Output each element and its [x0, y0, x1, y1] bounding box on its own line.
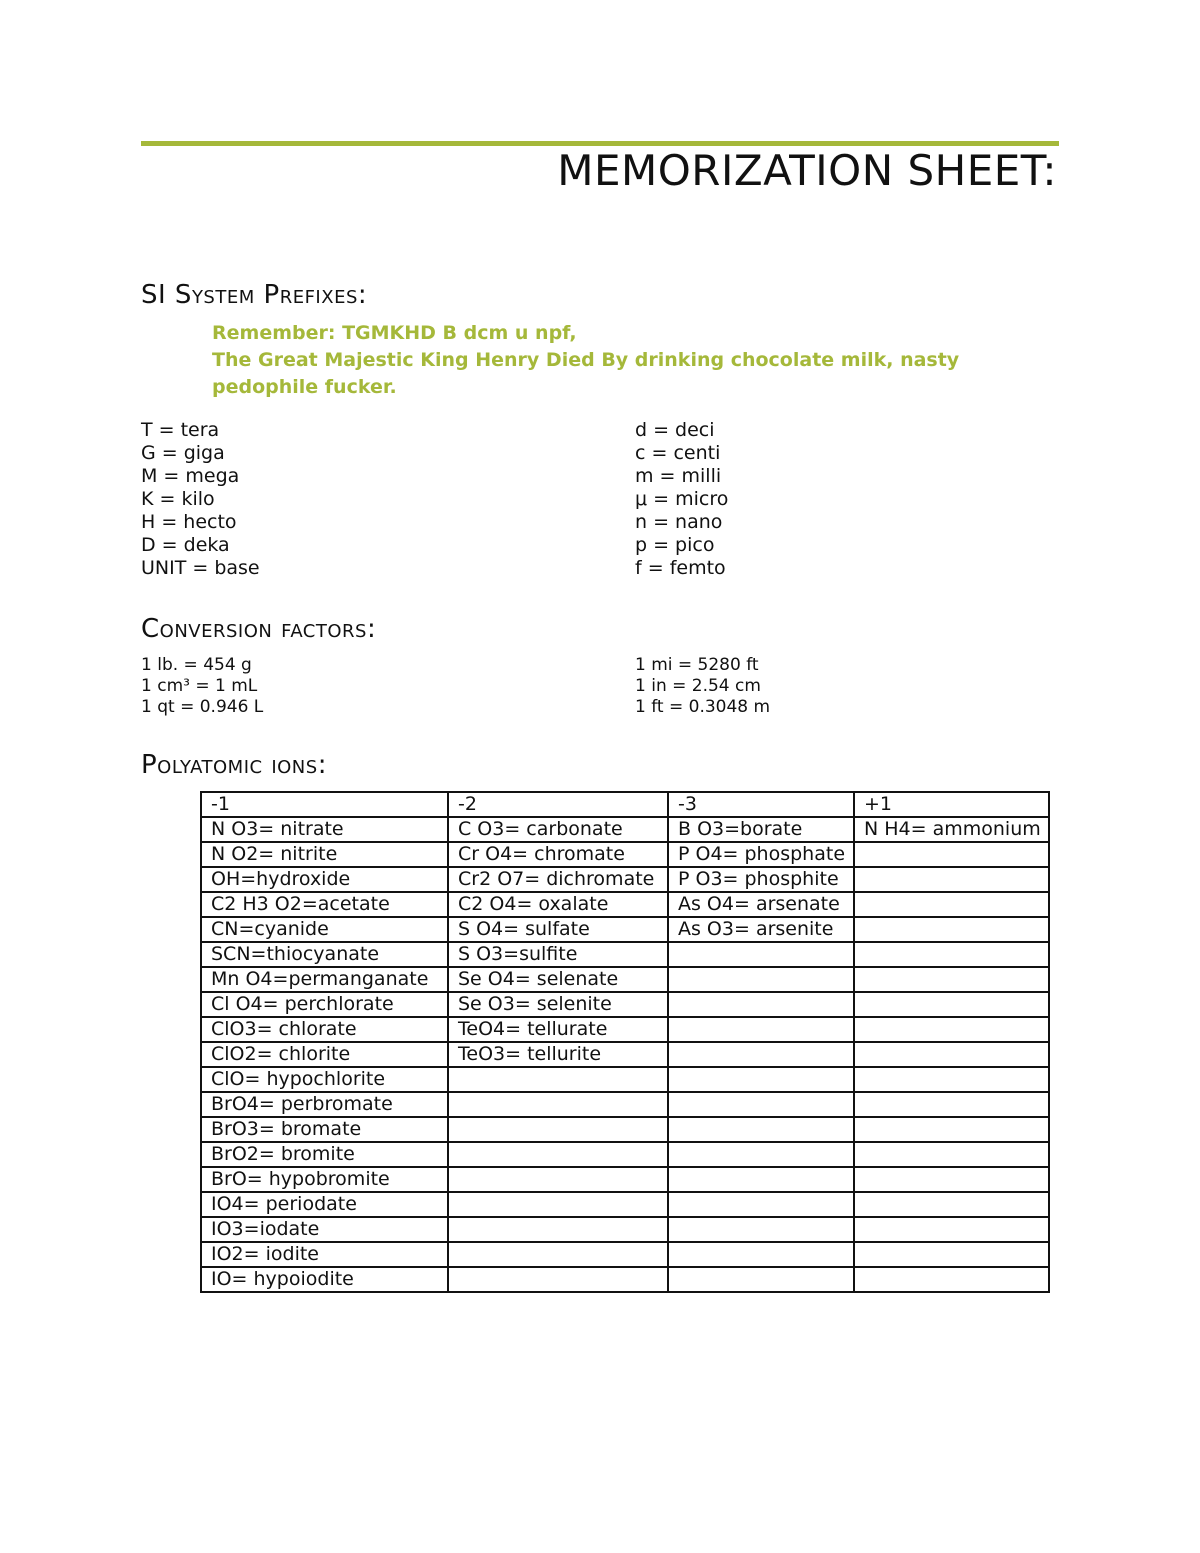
table-cell: Cl O4= perchlorate: [201, 992, 448, 1017]
si-prefix-list-large: [141, 419, 260, 580]
column-header: -3: [668, 792, 854, 817]
table-row: [201, 1192, 1049, 1217]
prefix-item: M = mega: [141, 465, 240, 487]
table-cell: [448, 1217, 668, 1242]
table-cell: [854, 867, 1049, 892]
table-cell: [668, 967, 854, 992]
table-cell: [448, 1142, 668, 1167]
column-header: +1: [854, 792, 1049, 817]
table-cell: [668, 1267, 854, 1292]
prefix-item: UNIT = base: [141, 557, 260, 579]
table-cell: [668, 1242, 854, 1267]
conversion-item: 1 ft = 0.3048 m: [635, 697, 771, 717]
table-row: [201, 892, 1049, 917]
conversion-item: 1 in = 2.54 cm: [635, 676, 761, 696]
table-cell: [448, 1242, 668, 1267]
table-cell: BrO2= bromite: [201, 1142, 448, 1167]
table-cell: Cr2 O7= dichromate: [448, 867, 668, 892]
table-row: [201, 867, 1049, 892]
table-cell: As O3= arsenite: [668, 917, 854, 942]
table-row: [201, 967, 1049, 992]
prefix-item: T = tera: [141, 419, 220, 441]
table-row: [201, 1267, 1049, 1292]
column-header: -1: [201, 792, 448, 817]
table-cell: [448, 1067, 668, 1092]
table-cell: [854, 967, 1049, 992]
ions-heading: Polyatomic ions:: [141, 750, 327, 780]
prefix-item: m = milli: [635, 465, 722, 487]
table-cell: [854, 1217, 1049, 1242]
table-cell: [854, 1267, 1049, 1292]
table-cell: [668, 942, 854, 967]
table-cell: [668, 1042, 854, 1067]
table-cell: OH=hydroxide: [201, 867, 448, 892]
prefix-item: c = centi: [635, 442, 721, 464]
table-cell: [854, 892, 1049, 917]
conversion-list-left: [141, 655, 263, 718]
table-row: [201, 1017, 1049, 1042]
table-cell: TeO4= tellurate: [448, 1017, 668, 1042]
table-cell: SCN=thiocyanate: [201, 942, 448, 967]
table-cell: [854, 1142, 1049, 1167]
table-cell: [448, 1192, 668, 1217]
table-cell: B O3=borate: [668, 817, 854, 842]
table-cell: Se O4= selenate: [448, 967, 668, 992]
conversion-item: 1 mi = 5280 ft: [635, 655, 759, 675]
table-cell: N H4= ammonium: [854, 817, 1049, 842]
page-title: MEMORIZATION SHEET:: [557, 146, 1057, 195]
prefix-item: G = giga: [141, 442, 225, 464]
table-cell: S O3=sulfite: [448, 942, 668, 967]
conversion-item: 1 qt = 0.946 L: [141, 697, 264, 717]
table-row: [201, 1117, 1049, 1142]
table-cell: [668, 1067, 854, 1092]
table-cell: [668, 1142, 854, 1167]
si-prefix-list-small: [635, 419, 728, 580]
conversion-list-right: [635, 655, 770, 718]
table-cell: [854, 1017, 1049, 1042]
table-cell: [854, 842, 1049, 867]
table-row: [201, 1067, 1049, 1092]
conversion-item: 1 lb. = 454 g: [141, 655, 252, 675]
mnemonic-note: [212, 320, 1012, 401]
table-cell: IO= hypoiodite: [201, 1267, 448, 1292]
table-row: [201, 842, 1049, 867]
table-row: [201, 817, 1049, 842]
table-cell: C O3= carbonate: [448, 817, 668, 842]
table-cell: [668, 1217, 854, 1242]
table-cell: [668, 1192, 854, 1217]
table-row: [201, 1167, 1049, 1192]
table-cell: N O2= nitrite: [201, 842, 448, 867]
table-row: [201, 1092, 1049, 1117]
table-cell: [854, 1242, 1049, 1267]
table-cell: C2 H3 O2=acetate: [201, 892, 448, 917]
table-cell: [854, 1167, 1049, 1192]
prefix-item: p = pico: [635, 534, 715, 556]
polyatomic-ions-table: [200, 791, 1050, 1293]
table-cell: P O3= phosphite: [668, 867, 854, 892]
table-cell: BrO= hypobromite: [201, 1167, 448, 1192]
table-row: [201, 992, 1049, 1017]
table-cell: C2 O4= oxalate: [448, 892, 668, 917]
conversion-heading: Conversion factors:: [141, 614, 377, 644]
mnemonic-line: The Great Majestic King Henry Died By drinking chocolate milk, nasty: [212, 349, 960, 371]
table-cell: [448, 1117, 668, 1142]
table-cell: ClO= hypochlorite: [201, 1067, 448, 1092]
prefix-item: K = kilo: [141, 488, 215, 510]
table-cell: [854, 1117, 1049, 1142]
prefix-item: H = hecto: [141, 511, 237, 533]
table-cell: Se O3= selenite: [448, 992, 668, 1017]
table-cell: TeO3= tellurite: [448, 1042, 668, 1067]
prefix-item: μ = micro: [635, 488, 729, 510]
prefix-item: n = nano: [635, 511, 723, 533]
table-cell: [854, 1092, 1049, 1117]
table-cell: [668, 1117, 854, 1142]
table-cell: [448, 1167, 668, 1192]
mnemonic-line: pedophile fucker.: [212, 376, 397, 398]
table-cell: IO2= iodite: [201, 1242, 448, 1267]
prefix-item: D = deka: [141, 534, 230, 556]
table-row: [201, 917, 1049, 942]
column-header: -2: [448, 792, 668, 817]
table-cell: ClO3= chlorate: [201, 1017, 448, 1042]
table-cell: [448, 1092, 668, 1117]
table-cell: As O4= arsenate: [668, 892, 854, 917]
table-cell: [668, 1092, 854, 1117]
table-cell: [668, 1017, 854, 1042]
table-cell: CN=cyanide: [201, 917, 448, 942]
table-cell: N O3= nitrate: [201, 817, 448, 842]
table-row: [201, 1042, 1049, 1067]
si-heading: SI System Prefixes:: [141, 280, 368, 310]
table-cell: [854, 1192, 1049, 1217]
table-cell: Mn O4=permanganate: [201, 967, 448, 992]
table-cell: P O4= phosphate: [668, 842, 854, 867]
table-cell: [668, 992, 854, 1017]
table-cell: IO3=iodate: [201, 1217, 448, 1242]
table-cell: Cr O4= chromate: [448, 842, 668, 867]
table-cell: [854, 1042, 1049, 1067]
table-cell: [448, 1267, 668, 1292]
table-header-row: [201, 792, 1049, 817]
table-cell: [854, 992, 1049, 1017]
table-cell: [854, 917, 1049, 942]
table-row: [201, 1217, 1049, 1242]
table-cell: IO4= periodate: [201, 1192, 448, 1217]
table-row: [201, 1242, 1049, 1267]
prefix-item: d = deci: [635, 419, 715, 441]
table-cell: ClO2= chlorite: [201, 1042, 448, 1067]
conversion-item: 1 cm³ = 1 mL: [141, 676, 258, 696]
table-cell: BrO3= bromate: [201, 1117, 448, 1142]
table-row: [201, 942, 1049, 967]
table-cell: [854, 1067, 1049, 1092]
table-cell: [854, 942, 1049, 967]
prefix-item: f = femto: [635, 557, 726, 579]
table-cell: BrO4= perbromate: [201, 1092, 448, 1117]
table-cell: [668, 1167, 854, 1192]
table-row: [201, 1142, 1049, 1167]
mnemonic-line: Remember: TGMKHD B dcm u npf,: [212, 322, 577, 344]
table-cell: S O4= sulfate: [448, 917, 668, 942]
